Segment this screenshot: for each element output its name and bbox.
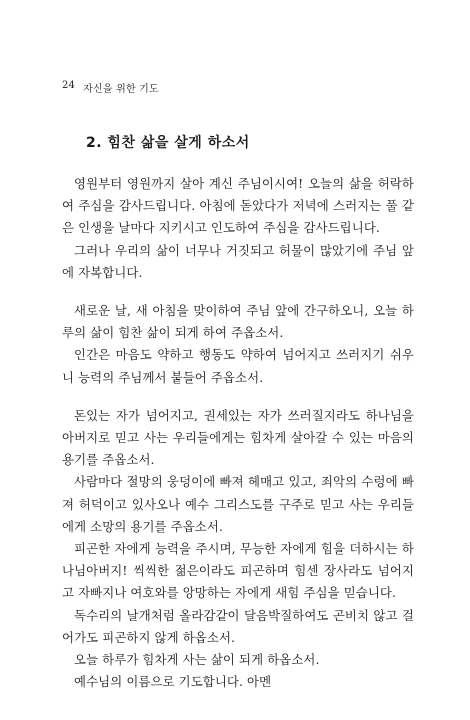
paragraph: 오늘 하루가 힘차게 사는 삶이 되게 하옵소서.: [74, 652, 320, 668]
section-title: 2. 힘찬 삶을 살게 하소서: [86, 135, 250, 151]
paragraph: 예수님의 이름으로 기도합니다. 아멘: [74, 674, 272, 690]
paragraph: 피곤한 자에게 능력을 주시며, 무능한 자에게 힘을 더하시는 하나님아버지! 씩씩한 젊은이라도 피곤하며 힘센 장사라도 넘어지고 자빠지나 여호와를 앙망하는 자에게 새힘 주심을 믿습니다.: [62, 541, 414, 601]
paragraph: 독수리의 날개처럼 올라감같이 달음박질하여도 곤비치 않고 걸어가도 피곤하지 않게 하옵소서.: [62, 607, 414, 645]
paragraph: 그러나 우리의 삶이 너무나 거짓되고 허물이 많았기에 주님 앞에 자복합니다.: [62, 242, 414, 280]
paragraph: 인간은 마음도 약하고 행동도 약하여 넘어지고 쓰러지기 쉬우니 능력의 주님께서 붙들어 주옵소서.: [62, 347, 414, 385]
running-header: [62, 80, 159, 95]
page-number: 24: [62, 80, 76, 91]
paragraph: 사람마다 절망의 웅덩이에 빠져 헤매고 있고, 죄악의 수렁에 빠져 허덕이고 있사오나 예수 그리스도를 구주로 믿고 사는 우리들에게 소망의 용기를 주옵소서.: [62, 474, 414, 534]
paragraph: 돈있는 자가 넘어지고, 권세있는 자가 쓰러질지라도 하나님을 아버지로 믿고 사는 우리들에게는 힘차게 살아갈 수 있는 마음의 용기를 주옵소서.: [62, 407, 414, 468]
paragraph: 새로운 날, 새 아침을 맞이하여 주님 앞에 간구하오니, 오늘 하루의 삶이 힘찬 삶이 되게 하여 주옵소서.: [62, 303, 414, 341]
paragraph: 영원부터 영원까지 살아 계신 주님이시여! 오늘의 삶을 허락하여 주심을 감사드립니다. 아침에 돋았다가 저녁에 스러지는 풀 같은 인생을 날마다 지키시고 인도하여 주심을 감사드립니다.: [62, 176, 414, 236]
book-title: 자신을 위한 기도: [83, 84, 159, 95]
prayer-body: [62, 173, 414, 693]
